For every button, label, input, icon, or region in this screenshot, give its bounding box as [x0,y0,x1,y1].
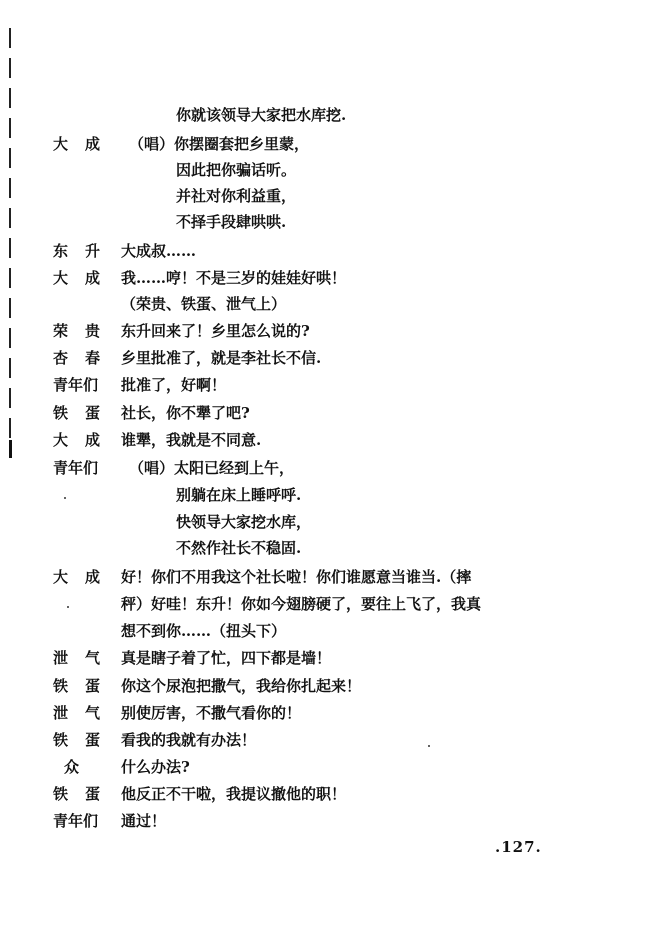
line-text: 批准了，好啊！ [121,376,227,394]
line-text: 想不到你……（扭头下） [121,622,287,640]
line-text: 秤）好哇！东升！你如今翅膀硬了，要往上飞了，我真 [121,595,482,613]
line-text: 看我的我就有办法！ [121,731,257,749]
speaker-name: 青年们 [53,812,99,830]
line-text: 大成叔…… [121,242,197,260]
speaker-name: 大 成 [53,135,102,153]
script-line [176,539,301,557]
line-text: 他反正不干啦，我提议撤他的职！ [121,785,347,803]
line-text: 别躺在床上睡呼呼. [176,486,302,504]
speaker-name: 大 成 [53,431,102,449]
line-text: 你就该领导大家把水库挖. [176,106,347,124]
scan-speck [67,606,69,608]
speaker-name: 铁 蛋 [53,731,102,749]
scan-speck [64,497,66,499]
script-line [121,295,286,313]
line-text: （唱）你摆圈套把乡里蒙， [129,135,310,153]
speaker-name: 泄 气 [53,704,102,722]
script-line [121,622,286,640]
line-text: 不择手段肆哄哄. [176,213,287,231]
line-text: 社长，你不犟了吧? [121,404,250,422]
speaker-name: 东 升 [53,242,102,260]
script-line [176,187,296,205]
line-text: 你这个尿泡把撒气，我给你扎起来！ [121,677,362,695]
speaker-name: 铁 蛋 [53,785,102,803]
line-text: 快领导大家挖水库， [176,513,312,531]
script-line [176,486,301,504]
line-text: 真是瞎子着了忙，四下都是墙！ [121,649,332,667]
line-text: 好！你们不用我这个社长啦！你们谁愿意当谁当.（摔 [121,568,472,586]
line-text: 通过！ [121,812,167,830]
page-number: .127. [495,838,542,856]
stage-direction: （荣贵、铁蛋、泄气上） [121,295,287,313]
speaker-name: 大 成 [53,269,102,287]
line-text: 并社对你利益重， [176,187,297,205]
script-line [176,513,311,531]
line-text: 别使厉害，不撒气看你的！ [121,704,302,722]
speaker-name: 泄 气 [53,649,102,667]
speaker-name: 铁 蛋 [53,404,102,422]
script-line [176,213,286,231]
speaker-name: 铁 蛋 [53,677,102,695]
speaker-name: 杏 春 [53,349,102,367]
line-text: 不然作社长不稳固. [176,539,302,557]
script-line [121,595,481,613]
line-text: 乡里批准了，就是李社长不信. [121,349,322,367]
line-text: （唱）太阳已经到上午， [129,459,295,477]
script-line [176,106,346,124]
scan-speck [428,745,430,747]
line-text: 什么办法? [121,758,190,776]
speaker-name: 青年们 [53,459,99,477]
line-text: 东升回来了！乡里怎么说的? [121,322,310,340]
line-text: 谁犟，我就是不同意. [121,431,262,449]
script-line [176,161,296,179]
speaker-name: 大 成 [53,568,102,586]
speaker-name: 众 [64,758,81,776]
speaker-name: 青年们 [53,376,99,394]
line-text: 因此把你骗话听。 [176,161,297,179]
speaker-name: 荣 贵 [53,322,102,340]
line-text: 我……哼！不是三岁的娃娃好哄！ [121,269,347,287]
